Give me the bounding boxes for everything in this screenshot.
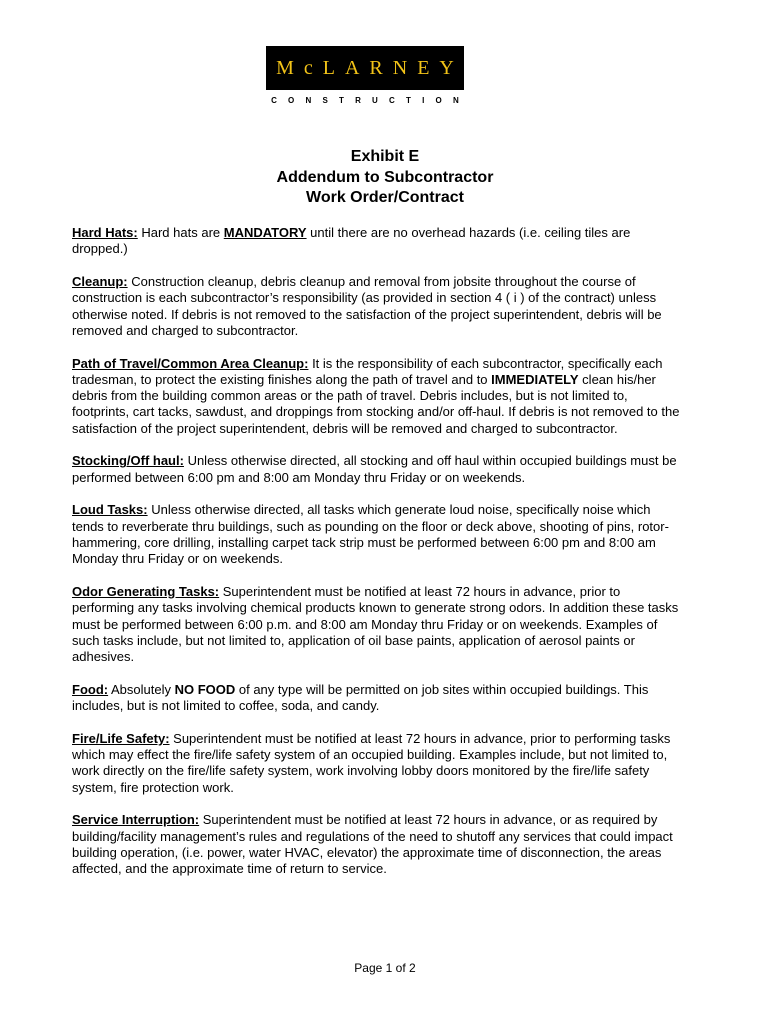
section-odor-tasks: Odor Generating Tasks: Superintendent must be notified at least 72 hours in advance, prior to performing any tasks involving chemical products known to generate strong odors. In addition these tasks must be performed between 6:00 p.m. and 8:00 am Monday thru Friday or on weekends. Examples of such tasks include, but not limited to, application of oil base paints, application of aerosol paints or adhesives. (72, 584, 679, 665)
section-heading: Stocking/Off haul: (72, 453, 184, 469)
section-heading: Food: (72, 681, 109, 697)
section-heading: Hard Hats: (72, 225, 138, 240)
logo-box (266, 46, 464, 90)
section-heading: Loud Tasks: (72, 502, 148, 518)
section-heading: Odor Generating Tasks: (72, 584, 220, 599)
title-line-2: Addendum to Subcontractor (276, 168, 494, 186)
section-loud-tasks: Loud Tasks: Unless otherwise directed, all tasks which generate loud noise, specifically noise which tends to reverberate thru buildings, such as pounding on the floor or deck above, shooting of pins, rotor-hammering, core drilling, installing carpet tack strip must be performed between 6:00 pm and 8:00 am Monday thru Friday or on weekends. (72, 502, 669, 567)
document-title (0, 147, 770, 209)
section-heading: Service Interruption: (72, 812, 200, 828)
emphasis-text: MANDATORY (223, 225, 307, 240)
page-number: Page 1 of 2 (354, 961, 416, 975)
section-heading: Path of Travel/Common Area Cleanup: (72, 355, 309, 371)
section-service-interruption: Service Interruption: Superintendent must be notified at least 72 hours in advance, or as required by building/facility management’s rules and regulations of the need to shutoff any services that could impact building operation, (i.e. power, water HVAC, elevator) the approximate time of disconnection, the areas affected, and the approximate time of return to service. (72, 812, 673, 877)
section-heading: Fire/Life Safety: (72, 730, 170, 746)
title-line-1: Exhibit E (350, 148, 420, 165)
section-heading: Cleanup: (72, 273, 128, 289)
document-body (72, 225, 682, 894)
section-stocking: Stocking/Off haul: Unless otherwise directed, all stocking and off haul within occupied buildings must be performed between 6:00 pm and 8:00 am Monday thru Friday or on weekends. (72, 453, 677, 485)
logo-name: McLARNEY (276, 56, 464, 79)
section-food: Food: Absolutely NO FOOD of any type will be permitted on job sites within occupied buildings. This includes, but is not limited to coffee, soda, and candy. (72, 681, 649, 714)
section-path-of-travel: Path of Travel/Common Area Cleanup: It is the responsibility of each subcontractor, specifically each tradesman, to protect the existing finishes along the path of travel and to IMMEDIATELY clean his/her debris from the building common areas or the path of travel. Debris includes, but is not limited to, footprints, cart tacks, sawdust, and droppings from stocking and/or off-haul. If debris is not removed to the satisfaction of the project superintendent, debris will be removed and charged to subcontractor. (72, 355, 680, 436)
emphasis-text: NO FOOD (174, 681, 236, 697)
section-cleanup: Cleanup: Construction cleanup, debris cleanup and removal from jobsite throughout the course of construction is each subcontractor’s responsibility (as provided in section 4 ( i ) of the contract) unless otherwise noted. If debris is not removed to the satisfaction of the project superintendent, debris will be removed and charged to subcontractor. (72, 273, 662, 338)
section-hard-hats: Hard Hats: Hard hats are MANDATORY until there are no overhead hazards (i.e. ceiling tiles are dropped.) (72, 225, 631, 257)
company-logo (266, 46, 470, 105)
emphasis-text: IMMEDIATELY (491, 371, 579, 387)
title-line-3: Work Order/Contract (306, 189, 464, 206)
logo-subtitle: CONSTRUCTION (271, 96, 470, 105)
section-fire-life-safety: Fire/Life Safety: Superintendent must be notified at least 72 hours in advance, prior to performing tasks which may effect the fire/life safety system of an occupied building. Examples include, but not limited to, work directly on the fire/life safety system, work involving lobby doors monitored by the fire/life safety system, fire protection work. (72, 730, 671, 795)
